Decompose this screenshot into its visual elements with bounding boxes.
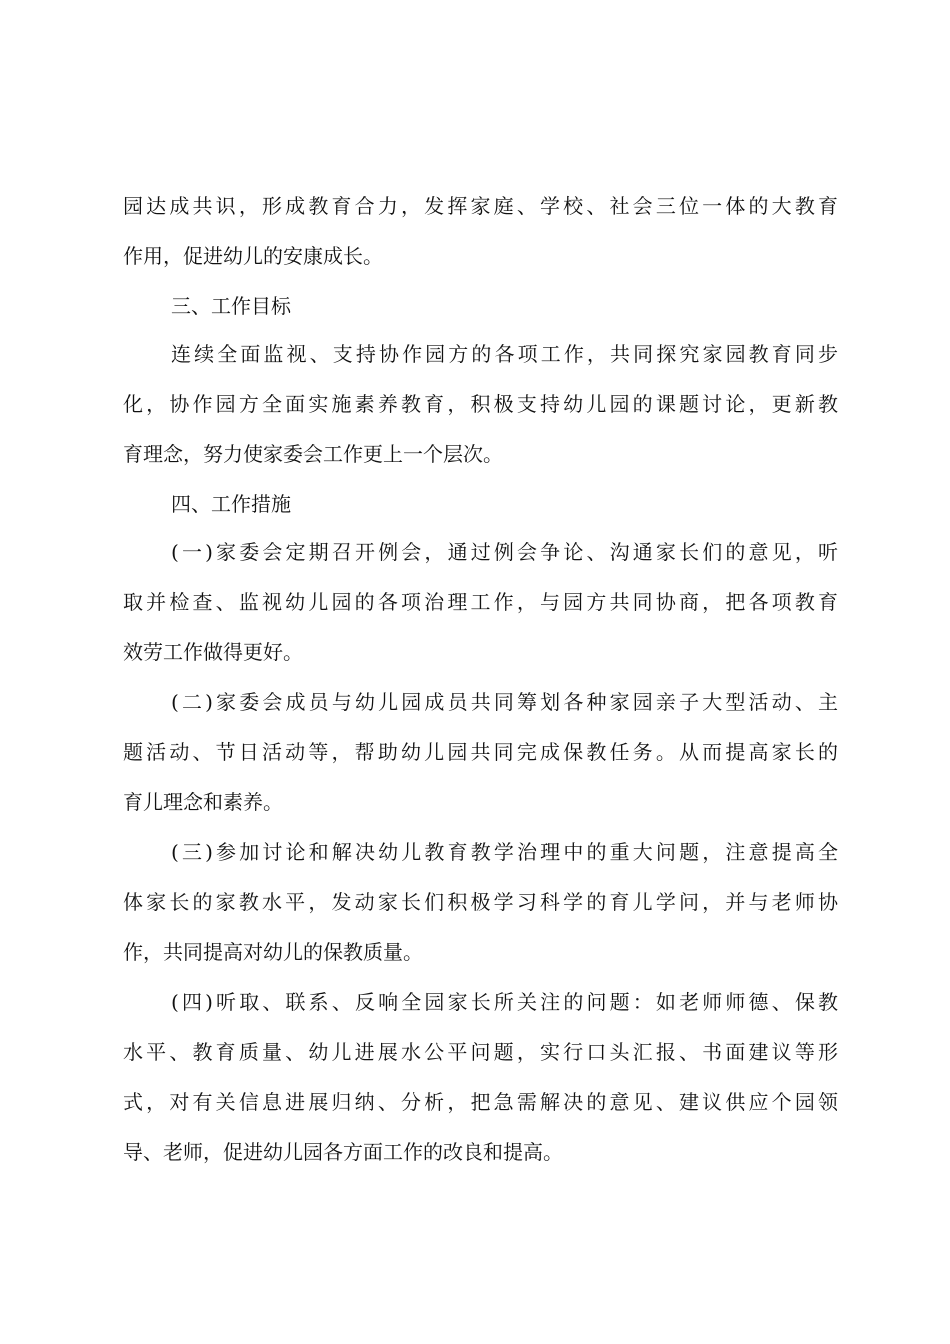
paragraph-line: 体家长的家教水平，发动家长们积极学习科学的育儿学问，并与老师协 (123, 890, 838, 914)
paragraph-line: 效劳工作做得更好。 (123, 640, 303, 664)
paragraph-line: (四)听取、联系、反响全园家长所关注的问题：如老师师德、保教 (171, 990, 838, 1014)
text-line: 园达成共识，形成教育合力，发挥家庭、学校、社会三位一体的大教育 (123, 194, 838, 218)
text-line: 作用，促进幼儿的安康成长。 (123, 244, 383, 268)
paragraph-line: 化，协作园方全面实施素养教育，积极支持幼儿园的课题讨论，更新教 (123, 392, 838, 416)
paragraph-line: 连续全面监视、支持协作园方的各项工作，共同探究家园教育同步 (171, 342, 838, 366)
paragraph-line: (一)家委会定期召开例会，通过例会争论、沟通家长们的意见，听 (171, 540, 838, 564)
paragraph-line: 导、老师，促进幼儿园各方面工作的改良和提高。 (123, 1140, 563, 1164)
paragraph-line: 取并检查、监视幼儿园的各项治理工作，与园方共同协商，把各项教育 (123, 590, 838, 614)
paragraph-line: 式，对有关信息进展归纳、分析，把急需解决的意见、建议供应个园领 (123, 1090, 838, 1114)
paragraph-line: 育儿理念和素养。 (123, 790, 283, 814)
paragraph-line: 水平、教育质量、幼儿进展水公平问题，实行口头汇报、书面建议等形 (123, 1040, 838, 1064)
paragraph-line: (三)参加讨论和解决幼儿教育教学治理中的重大问题，注意提高全 (171, 840, 838, 864)
section-heading: 三、工作目标 (171, 294, 291, 318)
section-heading: 四、工作措施 (171, 492, 291, 516)
paragraph-line: 作，共同提高对幼儿的保教质量。 (123, 940, 423, 964)
paragraph-line: 育理念，努力使家委会工作更上一个层次。 (123, 442, 503, 466)
paragraph-line: 题活动、节日活动等，帮助幼儿园共同完成保教任务。从而提高家长的 (123, 740, 838, 764)
paragraph-line: (二)家委会成员与幼儿园成员共同筹划各种家园亲子大型活动、主 (171, 690, 838, 714)
